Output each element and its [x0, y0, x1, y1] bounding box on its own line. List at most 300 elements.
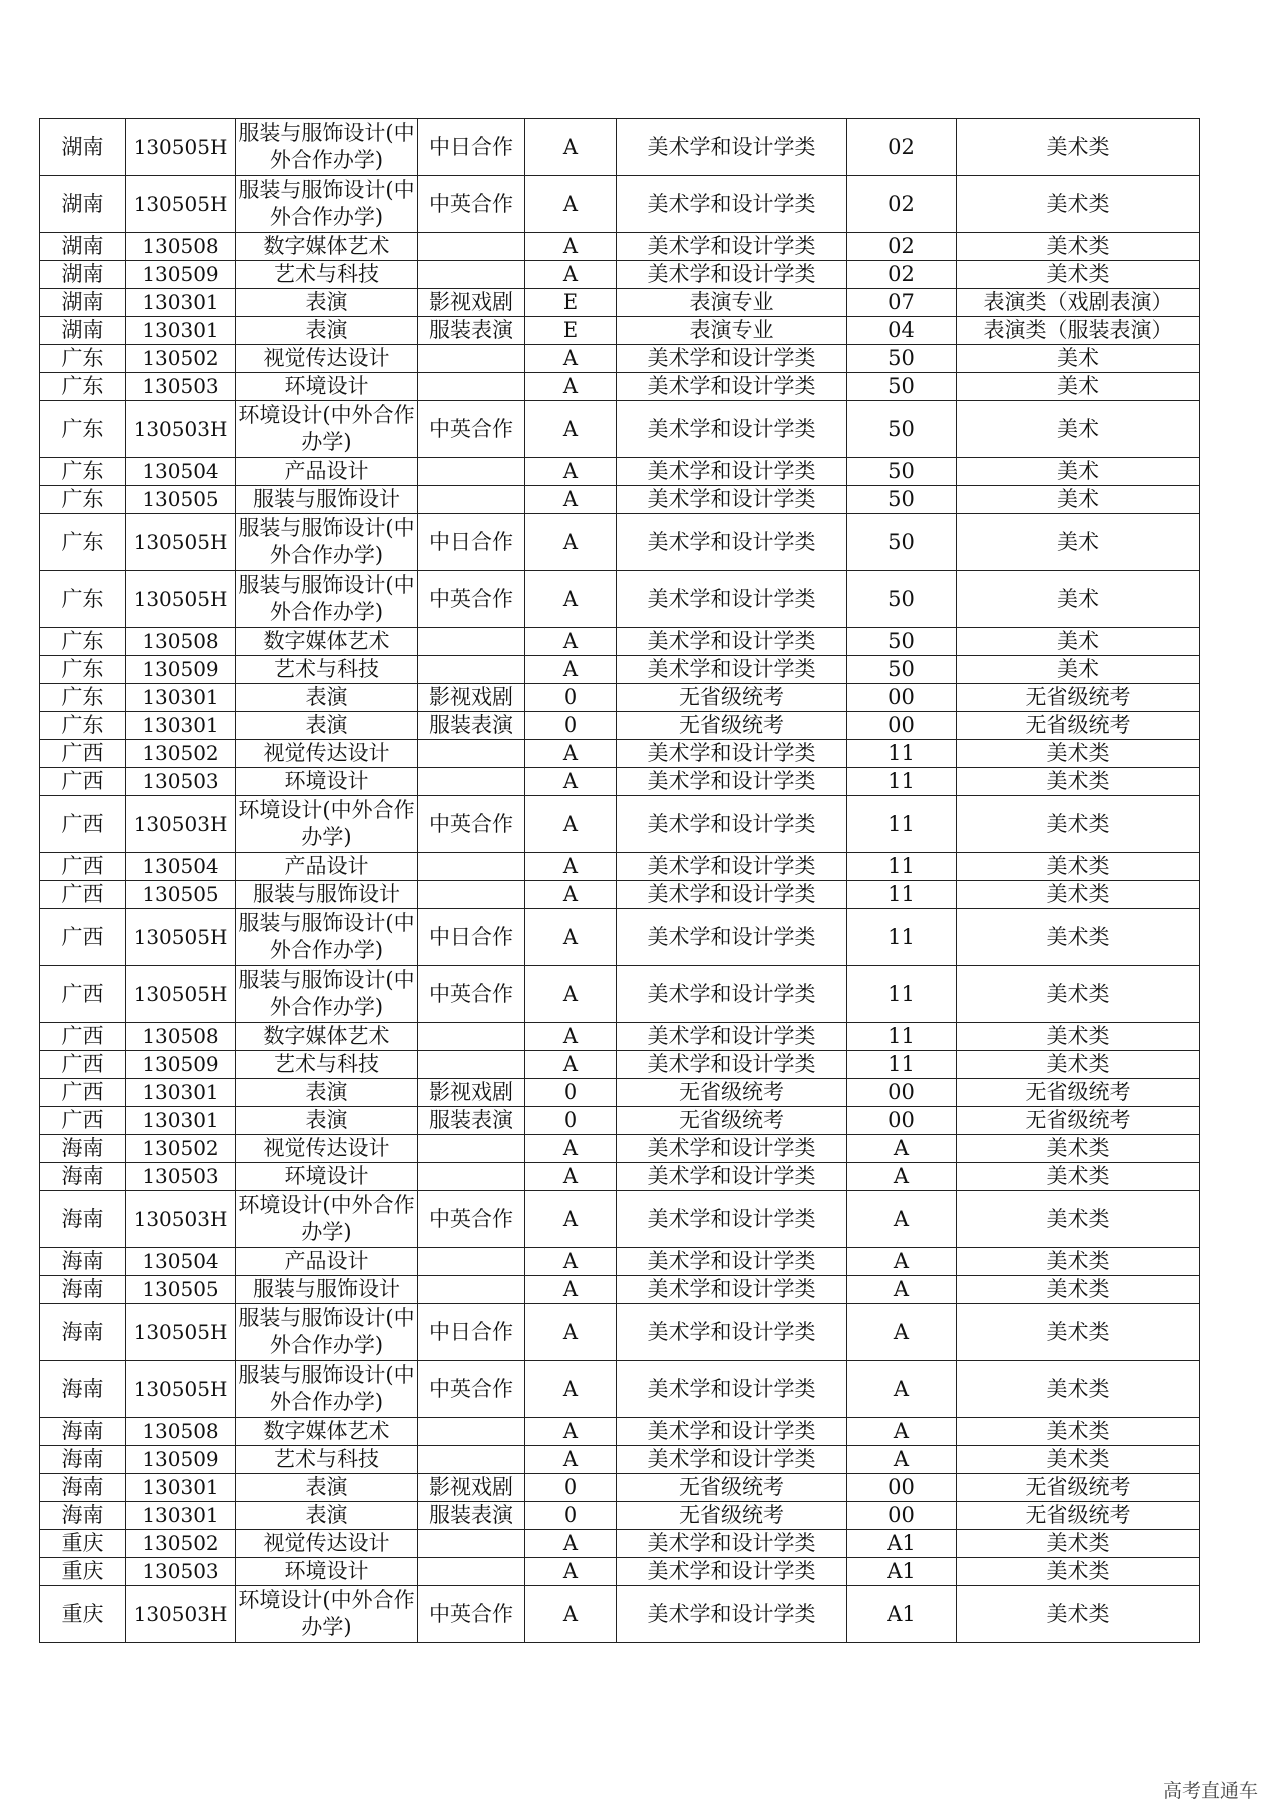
major-code-cell: 130502 [126, 345, 236, 373]
major-name-cell: 数字媒体艺术 [236, 628, 418, 656]
exam-category-cell: 美术学和设计学类 [617, 514, 847, 571]
exam-code-cell: A [525, 1191, 617, 1248]
exam-category-cell: 美术学和设计学类 [617, 571, 847, 628]
major-name-cell: 表演 [236, 684, 418, 712]
table-row [40, 486, 1200, 514]
program-direction-cell: 影视戏剧 [418, 684, 525, 712]
major-code-cell: 130301 [126, 1079, 236, 1107]
exam-code-cell: A [525, 373, 617, 401]
province-cell: 海南 [40, 1191, 126, 1248]
table-row [40, 1361, 1200, 1418]
category-code-cell: 50 [847, 486, 957, 514]
major-code-cell: 130505 [126, 881, 236, 909]
major-name-cell: 产品设计 [236, 1248, 418, 1276]
table-row [40, 881, 1200, 909]
province-cell: 广西 [40, 909, 126, 966]
category-name-cell: 无省级统考 [957, 1079, 1200, 1107]
exam-category-cell: 美术学和设计学类 [617, 1276, 847, 1304]
program-direction-cell [418, 1163, 525, 1191]
exam-code-cell: A [525, 1418, 617, 1446]
exam-category-cell: 美术学和设计学类 [617, 768, 847, 796]
exam-category-cell: 美术学和设计学类 [617, 176, 847, 233]
category-name-cell: 表演类（服装表演） [957, 317, 1200, 345]
exam-code-cell: A [525, 458, 617, 486]
exam-category-cell: 美术学和设计学类 [617, 1135, 847, 1163]
category-code-cell: A1 [847, 1530, 957, 1558]
category-code-cell: 02 [847, 261, 957, 289]
exam-category-cell: 美术学和设计学类 [617, 261, 847, 289]
exam-category-cell: 美术学和设计学类 [617, 656, 847, 684]
major-code-cell: 130301 [126, 1107, 236, 1135]
major-name-cell: 服装与服饰设计 [236, 486, 418, 514]
province-cell: 广东 [40, 684, 126, 712]
category-name-cell: 无省级统考 [957, 1502, 1200, 1530]
table-row [40, 1051, 1200, 1079]
province-cell: 海南 [40, 1248, 126, 1276]
major-name-cell: 环境设计(中外合作办学) [236, 1191, 418, 1248]
exam-code-cell: 0 [525, 1079, 617, 1107]
category-name-cell: 无省级统考 [957, 712, 1200, 740]
category-name-cell: 美术 [957, 571, 1200, 628]
exam-code-cell: A [525, 740, 617, 768]
province-cell: 广东 [40, 345, 126, 373]
category-name-cell: 美术类 [957, 909, 1200, 966]
category-name-cell: 美术 [957, 345, 1200, 373]
table-row [40, 628, 1200, 656]
program-direction-cell: 影视戏剧 [418, 1079, 525, 1107]
program-direction-cell [418, 1558, 525, 1586]
table-row [40, 966, 1200, 1023]
program-direction-cell [418, 656, 525, 684]
category-name-cell: 美术 [957, 373, 1200, 401]
province-cell: 湖南 [40, 119, 126, 176]
category-code-cell: 50 [847, 345, 957, 373]
exam-category-cell: 美术学和设计学类 [617, 1558, 847, 1586]
major-name-cell: 环境设计(中外合作办学) [236, 401, 418, 458]
major-code-cell: 130301 [126, 1502, 236, 1530]
program-direction-cell [418, 373, 525, 401]
category-code-cell: 04 [847, 317, 957, 345]
category-name-cell: 美术类 [957, 1276, 1200, 1304]
table-row [40, 261, 1200, 289]
major-code-cell: 130301 [126, 317, 236, 345]
exam-code-cell: A [525, 768, 617, 796]
major-name-cell: 视觉传达设计 [236, 1530, 418, 1558]
program-direction-cell: 中英合作 [418, 1586, 525, 1643]
major-name-cell: 环境设计 [236, 768, 418, 796]
program-direction-cell [418, 1276, 525, 1304]
exam-code-cell: A [525, 1361, 617, 1418]
exam-code-cell: A [525, 1135, 617, 1163]
program-direction-cell [418, 458, 525, 486]
exam-category-cell: 美术学和设计学类 [617, 373, 847, 401]
category-name-cell: 无省级统考 [957, 1107, 1200, 1135]
category-name-cell: 无省级统考 [957, 684, 1200, 712]
category-code-cell: 00 [847, 712, 957, 740]
table-row [40, 1502, 1200, 1530]
major-name-cell: 环境设计 [236, 1163, 418, 1191]
exam-category-cell: 美术学和设计学类 [617, 1418, 847, 1446]
category-code-cell: A1 [847, 1586, 957, 1643]
province-cell: 湖南 [40, 317, 126, 345]
category-code-cell: A [847, 1446, 957, 1474]
category-code-cell: 11 [847, 1023, 957, 1051]
category-name-cell: 美术类 [957, 1446, 1200, 1474]
major-code-cell: 130504 [126, 458, 236, 486]
exam-code-cell: A [525, 796, 617, 853]
category-name-cell: 美术类 [957, 1135, 1200, 1163]
table-row [40, 1023, 1200, 1051]
exam-code-cell: A [525, 401, 617, 458]
province-cell: 海南 [40, 1474, 126, 1502]
exam-code-cell: A [525, 656, 617, 684]
table-row [40, 1418, 1200, 1446]
major-name-cell: 艺术与科技 [236, 261, 418, 289]
exam-category-cell: 美术学和设计学类 [617, 881, 847, 909]
category-name-cell: 美术类 [957, 233, 1200, 261]
category-code-cell: 11 [847, 796, 957, 853]
major-name-cell: 数字媒体艺术 [236, 233, 418, 261]
category-name-cell: 美术类 [957, 1304, 1200, 1361]
major-code-cell: 130505H [126, 514, 236, 571]
table-row [40, 401, 1200, 458]
exam-code-cell: A [525, 1530, 617, 1558]
major-name-cell: 艺术与科技 [236, 1051, 418, 1079]
province-cell: 广东 [40, 514, 126, 571]
category-name-cell: 美术类 [957, 1586, 1200, 1643]
exam-category-cell: 美术学和设计学类 [617, 628, 847, 656]
table-row [40, 233, 1200, 261]
exam-category-cell: 美术学和设计学类 [617, 1023, 847, 1051]
program-direction-cell [418, 345, 525, 373]
category-name-cell: 美术类 [957, 1163, 1200, 1191]
major-name-cell: 服装与服饰设计 [236, 881, 418, 909]
major-name-cell: 服装与服饰设计(中外合作办学) [236, 909, 418, 966]
exam-category-cell: 无省级统考 [617, 712, 847, 740]
exam-category-cell: 无省级统考 [617, 1502, 847, 1530]
category-name-cell: 美术 [957, 514, 1200, 571]
category-name-cell: 美术 [957, 656, 1200, 684]
major-name-cell: 视觉传达设计 [236, 1135, 418, 1163]
province-cell: 广西 [40, 1023, 126, 1051]
watermark-text: 高考直通车 [1162, 1780, 1258, 1802]
program-direction-cell [418, 1051, 525, 1079]
category-code-cell: 11 [847, 853, 957, 881]
exam-category-cell: 美术学和设计学类 [617, 458, 847, 486]
category-code-cell: 00 [847, 1107, 957, 1135]
exam-category-cell: 无省级统考 [617, 684, 847, 712]
category-name-cell: 美术类 [957, 796, 1200, 853]
table-row [40, 176, 1200, 233]
category-name-cell: 美术类 [957, 176, 1200, 233]
major-code-cell: 130509 [126, 1051, 236, 1079]
major-name-cell: 表演 [236, 317, 418, 345]
program-direction-cell [418, 486, 525, 514]
table-row [40, 373, 1200, 401]
province-cell: 广东 [40, 712, 126, 740]
major-code-cell: 130502 [126, 1530, 236, 1558]
table-row [40, 119, 1200, 176]
category-name-cell: 美术类 [957, 1051, 1200, 1079]
major-name-cell: 表演 [236, 289, 418, 317]
major-code-cell: 130502 [126, 1135, 236, 1163]
table-row [40, 684, 1200, 712]
table-row [40, 712, 1200, 740]
table-row [40, 1107, 1200, 1135]
exam-code-cell: A [525, 1586, 617, 1643]
province-cell: 广西 [40, 740, 126, 768]
table-row [40, 1446, 1200, 1474]
exam-code-cell: A [525, 1163, 617, 1191]
province-cell: 湖南 [40, 261, 126, 289]
exam-code-cell: 0 [525, 1474, 617, 1502]
category-name-cell: 美术类 [957, 119, 1200, 176]
category-name-cell: 美术类 [957, 740, 1200, 768]
program-direction-cell: 中日合作 [418, 1304, 525, 1361]
exam-category-cell: 无省级统考 [617, 1079, 847, 1107]
province-cell: 广东 [40, 571, 126, 628]
category-code-cell: 02 [847, 233, 957, 261]
exam-category-cell: 美术学和设计学类 [617, 740, 847, 768]
major-code-cell: 130504 [126, 853, 236, 881]
category-code-cell: A [847, 1276, 957, 1304]
category-code-cell: A [847, 1248, 957, 1276]
program-direction-cell [418, 1418, 525, 1446]
category-code-cell: 02 [847, 119, 957, 176]
major-code-cell: 130508 [126, 628, 236, 656]
province-cell: 湖南 [40, 176, 126, 233]
exam-code-cell: A [525, 853, 617, 881]
major-name-cell: 表演 [236, 712, 418, 740]
category-code-cell: 00 [847, 684, 957, 712]
program-direction-cell: 中英合作 [418, 966, 525, 1023]
major-name-cell: 表演 [236, 1502, 418, 1530]
exam-code-cell: A [525, 1023, 617, 1051]
major-name-cell: 服装与服饰设计(中外合作办学) [236, 119, 418, 176]
major-name-cell: 环境设计 [236, 373, 418, 401]
category-code-cell: A [847, 1163, 957, 1191]
exam-code-cell: E [525, 289, 617, 317]
major-name-cell: 服装与服饰设计(中外合作办学) [236, 966, 418, 1023]
exam-code-cell: A [525, 514, 617, 571]
major-code-cell: 130301 [126, 712, 236, 740]
table-row [40, 514, 1200, 571]
category-code-cell: 00 [847, 1079, 957, 1107]
province-cell: 重庆 [40, 1586, 126, 1643]
table-row [40, 345, 1200, 373]
major-code-cell: 130301 [126, 289, 236, 317]
major-name-cell: 视觉传达设计 [236, 740, 418, 768]
major-name-cell: 数字媒体艺术 [236, 1023, 418, 1051]
major-code-cell: 130503H [126, 401, 236, 458]
exam-code-cell: 0 [525, 712, 617, 740]
category-name-cell: 美术 [957, 486, 1200, 514]
category-code-cell: 50 [847, 458, 957, 486]
province-cell: 海南 [40, 1163, 126, 1191]
exam-category-cell: 美术学和设计学类 [617, 486, 847, 514]
province-cell: 重庆 [40, 1558, 126, 1586]
program-direction-cell: 服装表演 [418, 1107, 525, 1135]
province-cell: 广西 [40, 1079, 126, 1107]
major-code-cell: 130503 [126, 373, 236, 401]
exam-code-cell: A [525, 909, 617, 966]
province-cell: 湖南 [40, 233, 126, 261]
program-direction-cell [418, 853, 525, 881]
table-row [40, 853, 1200, 881]
table-row [40, 458, 1200, 486]
category-code-cell: 50 [847, 514, 957, 571]
province-cell: 广东 [40, 656, 126, 684]
table-row [40, 1248, 1200, 1276]
category-code-cell: 11 [847, 966, 957, 1023]
exam-category-cell: 美术学和设计学类 [617, 1191, 847, 1248]
province-cell: 广东 [40, 373, 126, 401]
exam-category-cell: 美术学和设计学类 [617, 1586, 847, 1643]
province-cell: 广西 [40, 881, 126, 909]
category-name-cell: 美术类 [957, 1530, 1200, 1558]
major-code-cell: 130505H [126, 909, 236, 966]
major-name-cell: 数字媒体艺术 [236, 1418, 418, 1446]
category-name-cell: 美术类 [957, 261, 1200, 289]
table-row [40, 1474, 1200, 1502]
exam-category-cell: 美术学和设计学类 [617, 853, 847, 881]
exam-code-cell: A [525, 1558, 617, 1586]
category-name-cell: 美术 [957, 628, 1200, 656]
category-name-cell: 美术类 [957, 1191, 1200, 1248]
table-row [40, 768, 1200, 796]
exam-category-cell: 美术学和设计学类 [617, 1163, 847, 1191]
major-code-cell: 130301 [126, 684, 236, 712]
province-cell: 广东 [40, 628, 126, 656]
program-direction-cell [418, 628, 525, 656]
exam-code-cell: A [525, 571, 617, 628]
major-code-cell: 130505H [126, 1304, 236, 1361]
province-cell: 广东 [40, 486, 126, 514]
category-code-cell: 11 [847, 740, 957, 768]
major-code-cell: 130509 [126, 1446, 236, 1474]
table-row [40, 1276, 1200, 1304]
exam-code-cell: 0 [525, 1502, 617, 1530]
province-cell: 海南 [40, 1276, 126, 1304]
table-row [40, 1191, 1200, 1248]
exam-category-cell: 无省级统考 [617, 1474, 847, 1502]
major-code-cell: 130503 [126, 1558, 236, 1586]
major-name-cell: 服装与服饰设计(中外合作办学) [236, 1304, 418, 1361]
exam-category-cell: 表演专业 [617, 317, 847, 345]
category-code-cell: 07 [847, 289, 957, 317]
exam-code-cell: A [525, 486, 617, 514]
major-name-cell: 表演 [236, 1079, 418, 1107]
category-name-cell: 美术类 [957, 1248, 1200, 1276]
exam-category-cell: 美术学和设计学类 [617, 909, 847, 966]
program-direction-cell [418, 233, 525, 261]
major-code-cell: 130505H [126, 966, 236, 1023]
major-name-cell: 艺术与科技 [236, 656, 418, 684]
program-direction-cell [418, 1530, 525, 1558]
table-row [40, 740, 1200, 768]
program-direction-cell: 中英合作 [418, 571, 525, 628]
major-code-cell: 130505H [126, 176, 236, 233]
province-cell: 湖南 [40, 289, 126, 317]
table-row [40, 1530, 1200, 1558]
program-direction-cell: 中英合作 [418, 1361, 525, 1418]
province-cell: 广西 [40, 796, 126, 853]
category-code-cell: A [847, 1135, 957, 1163]
table-row [40, 656, 1200, 684]
province-cell: 海南 [40, 1446, 126, 1474]
category-code-cell: 00 [847, 1474, 957, 1502]
program-direction-cell: 中英合作 [418, 796, 525, 853]
major-code-cell: 130504 [126, 1248, 236, 1276]
category-code-cell: 50 [847, 571, 957, 628]
category-name-cell: 美术类 [957, 1361, 1200, 1418]
exam-code-cell: A [525, 881, 617, 909]
table-row [40, 1304, 1200, 1361]
table-row [40, 317, 1200, 345]
program-direction-cell [418, 1248, 525, 1276]
major-code-cell: 130509 [126, 656, 236, 684]
program-direction-cell: 中日合作 [418, 119, 525, 176]
category-name-cell: 美术类 [957, 853, 1200, 881]
program-direction-cell: 影视戏剧 [418, 289, 525, 317]
major-code-cell: 130508 [126, 1023, 236, 1051]
exam-code-cell: A [525, 628, 617, 656]
program-direction-cell: 中日合作 [418, 514, 525, 571]
major-name-cell: 环境设计 [236, 1558, 418, 1586]
province-cell: 广西 [40, 853, 126, 881]
province-cell: 广东 [40, 401, 126, 458]
exam-category-cell: 美术学和设计学类 [617, 1248, 847, 1276]
program-direction-cell: 服装表演 [418, 317, 525, 345]
province-cell: 海南 [40, 1135, 126, 1163]
table-row [40, 1558, 1200, 1586]
category-code-cell: A [847, 1418, 957, 1446]
category-name-cell: 无省级统考 [957, 1474, 1200, 1502]
exam-category-cell: 美术学和设计学类 [617, 401, 847, 458]
program-direction-cell: 服装表演 [418, 712, 525, 740]
category-name-cell: 美术类 [957, 966, 1200, 1023]
table-row [40, 289, 1200, 317]
category-code-cell: 50 [847, 656, 957, 684]
exam-category-cell: 美术学和设计学类 [617, 233, 847, 261]
table-row [40, 796, 1200, 853]
category-name-cell: 美术类 [957, 1023, 1200, 1051]
exam-code-cell: A [525, 1446, 617, 1474]
major-code-cell: 130301 [126, 1474, 236, 1502]
program-direction-cell: 服装表演 [418, 1502, 525, 1530]
program-direction-cell: 中日合作 [418, 909, 525, 966]
exam-code-cell: A [525, 345, 617, 373]
category-code-cell: 00 [847, 1502, 957, 1530]
major-code-cell: 130503H [126, 1586, 236, 1643]
major-code-cell: 130505 [126, 486, 236, 514]
exam-code-cell: E [525, 317, 617, 345]
exam-code-cell: 0 [525, 1107, 617, 1135]
category-code-cell: 02 [847, 176, 957, 233]
category-code-cell: 11 [847, 1051, 957, 1079]
province-cell: 广西 [40, 966, 126, 1023]
exam-category-cell: 无省级统考 [617, 1107, 847, 1135]
exam-category-cell: 美术学和设计学类 [617, 345, 847, 373]
major-code-cell: 130503 [126, 768, 236, 796]
province-cell: 海南 [40, 1418, 126, 1446]
category-code-cell: A [847, 1361, 957, 1418]
exam-code-cell: A [525, 966, 617, 1023]
exam-code-cell: A [525, 1051, 617, 1079]
category-name-cell: 美术 [957, 401, 1200, 458]
program-direction-cell [418, 1023, 525, 1051]
major-code-cell: 130503H [126, 1191, 236, 1248]
